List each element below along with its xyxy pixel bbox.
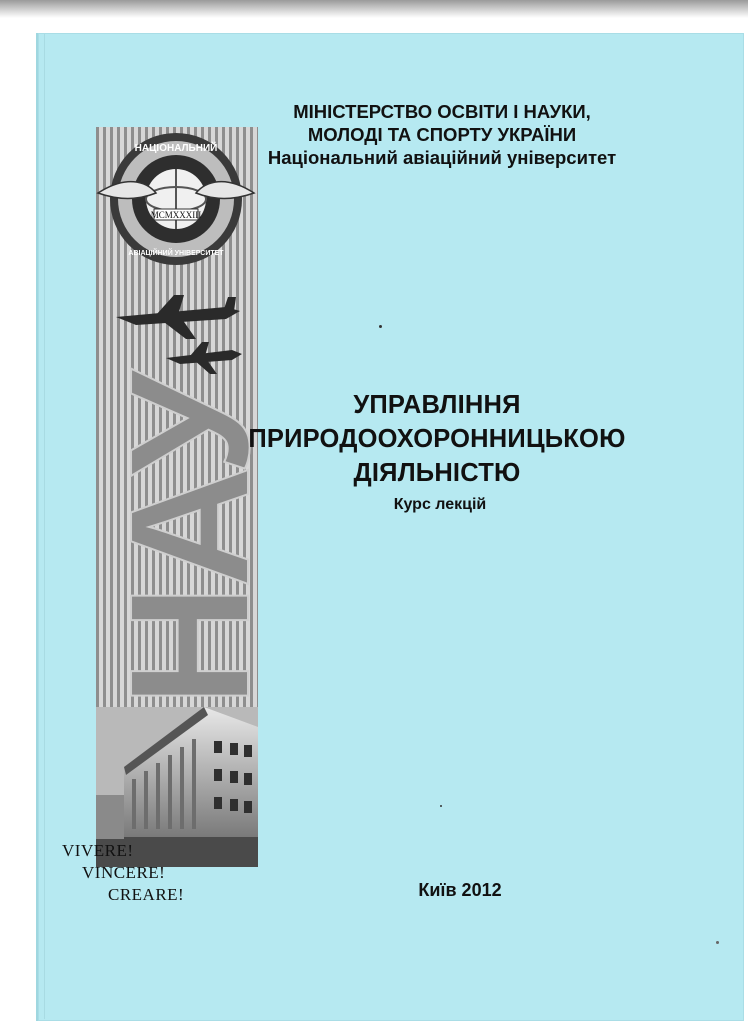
book-title (222, 388, 652, 490)
cover-fold-line (44, 34, 45, 1019)
ministry-line-2: МОЛОДІ ТА СПОРТУ УКРАЇНИ (307, 124, 577, 145)
emblem-ring-top: НАЦІОНАЛЬНИЙ (134, 143, 218, 154)
emblem-year: MCMXXXIII (150, 210, 202, 220)
city-year: Київ 2012 (418, 880, 502, 900)
ministry-header (236, 100, 648, 169)
motto-line-3: CREARE! (108, 885, 185, 904)
scan-speck (379, 325, 382, 328)
motto (62, 840, 262, 906)
motto-line-1: VIVERE! (62, 841, 134, 860)
emblem-ring-bottom: АВІАЦІЙНИЙ УНІВЕРСИТЕТ (128, 250, 224, 257)
ministry-line-1: МІНІСТЕРСТВО ОСВІТИ І НАУКИ, (293, 101, 591, 122)
title-line-1: УПРАВЛІННЯ (353, 391, 521, 419)
cover-illustration-panel (95, 127, 285, 867)
title-line-3: ДІЯЛЬНІСТЮ (353, 459, 521, 487)
book-subtitle: Курс лекцій (393, 496, 487, 513)
university-name: Національний авіаційний університет (267, 147, 617, 168)
title-line-2: ПРИРОДООХОРОННИЦЬКОЮ (248, 425, 626, 453)
spine-mark-letters: НАУ (95, 374, 285, 707)
scan-top-edge (0, 0, 748, 18)
motto-line-2: VINCERE! (82, 863, 166, 882)
scan-speck (716, 941, 719, 944)
scan-speck (440, 805, 442, 807)
